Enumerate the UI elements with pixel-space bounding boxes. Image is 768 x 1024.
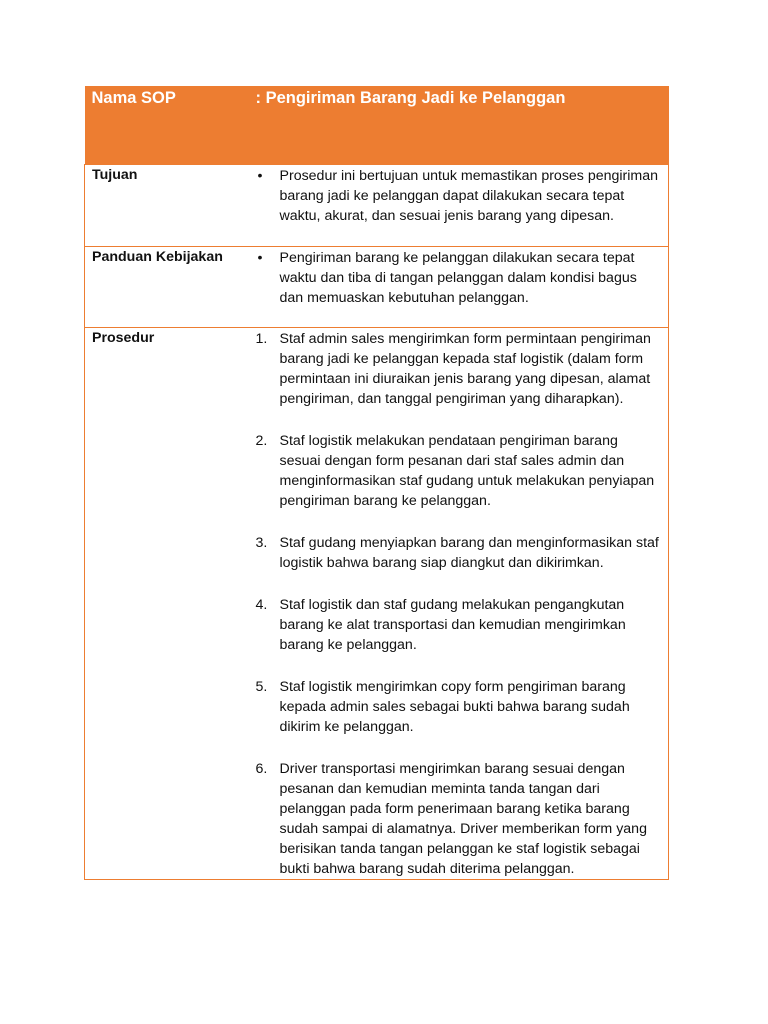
row-panduan-kebijakan — [85, 247, 669, 328]
tujuan-text: Prosedur ini bertujuan untuk memastikan proses pengiriman barang jadi ke pelanggan dapat dilakukan secara tepat waktu, akurat, dan sesuai jenis barang yang dipesan. — [279, 168, 659, 224]
step-text: Staf admin sales mengirimkan form permintaan pengiriman barang jadi ke pelanggan kepada staf logistik (dalam form permintaan ini diuraikan jenis barang yang dipesan, alamat pengiriman, dan tanggal pengiriman yang diharapkan). — [279, 331, 651, 407]
step-text: Staf logistik dan staf gudang melakukan pengangkutan barang ke alat transportasi dan kemudian mengirimkan barang ke pelanggan. — [279, 597, 626, 653]
row-prosedur — [85, 328, 669, 880]
step-number: 1. — [255, 331, 268, 347]
header-row — [85, 86, 669, 165]
panduan-text: Pengiriman barang ke pelanggan dilakukan secara tepat waktu dan tiba di tangan pelanggan dalam kondisi bagus dan memuaskan kebutuhan pelanggan. — [279, 250, 637, 306]
step-item — [256, 759, 669, 879]
step-text: Staf logistik mengirimkan copy form pengiriman barang kepada admin sales sebagai bukti bahwa barang sudah dikirim ke pelanggan. — [279, 679, 630, 735]
step-number: 2. — [255, 433, 268, 449]
step-number: 3. — [255, 535, 268, 551]
prosedur-label: Prosedur — [85, 328, 256, 880]
list-item — [256, 248, 669, 308]
step-number: 5. — [255, 679, 268, 695]
tujuan-content — [256, 165, 669, 247]
step-item — [256, 329, 669, 409]
step-item — [256, 677, 669, 737]
step-text: Staf logistik melakukan pendataan pengiriman barang sesuai dengan form pesanan dari staf sales admin dan menginformasikan staf gudang untuk melakukan penyiapan pengiriman barang ke pelanggan. — [279, 433, 655, 509]
step-item — [256, 431, 669, 511]
sop-table — [84, 86, 669, 880]
step-text: Staf gudang menyiapkan barang dan menginformasikan staf logistik bahwa barang siap diangkut dan dikirimkan. — [279, 535, 659, 571]
step-item — [256, 595, 669, 655]
step-number: 4. — [255, 597, 268, 613]
step-text: Driver transportasi mengirimkan barang sesuai dengan pesanan dan kemudian meminta tanda tangan dari pelanggan pada form penerimaan barang ketika barang sudah sampai di alamatnya. Driver memberikan form yang berisikan tanda tangan pelanggan ke staf logistik sebagai bukti bahwa barang sudah diterima pelanggan. — [279, 761, 647, 877]
step-item — [256, 533, 669, 573]
prosedur-content — [256, 328, 669, 880]
header-label: Nama SOP — [85, 86, 256, 165]
row-tujuan — [85, 165, 669, 247]
tujuan-label: Tujuan — [85, 165, 256, 247]
step-number: 6. — [255, 761, 268, 777]
panduan-label: Panduan Kebijakan — [85, 247, 256, 328]
bullet-icon: • — [257, 168, 263, 184]
list-item — [256, 166, 669, 226]
bullet-icon: • — [257, 250, 263, 266]
panduan-content — [256, 247, 669, 328]
header-title: : Pengiriman Barang Jadi ke Pelanggan — [256, 86, 669, 165]
